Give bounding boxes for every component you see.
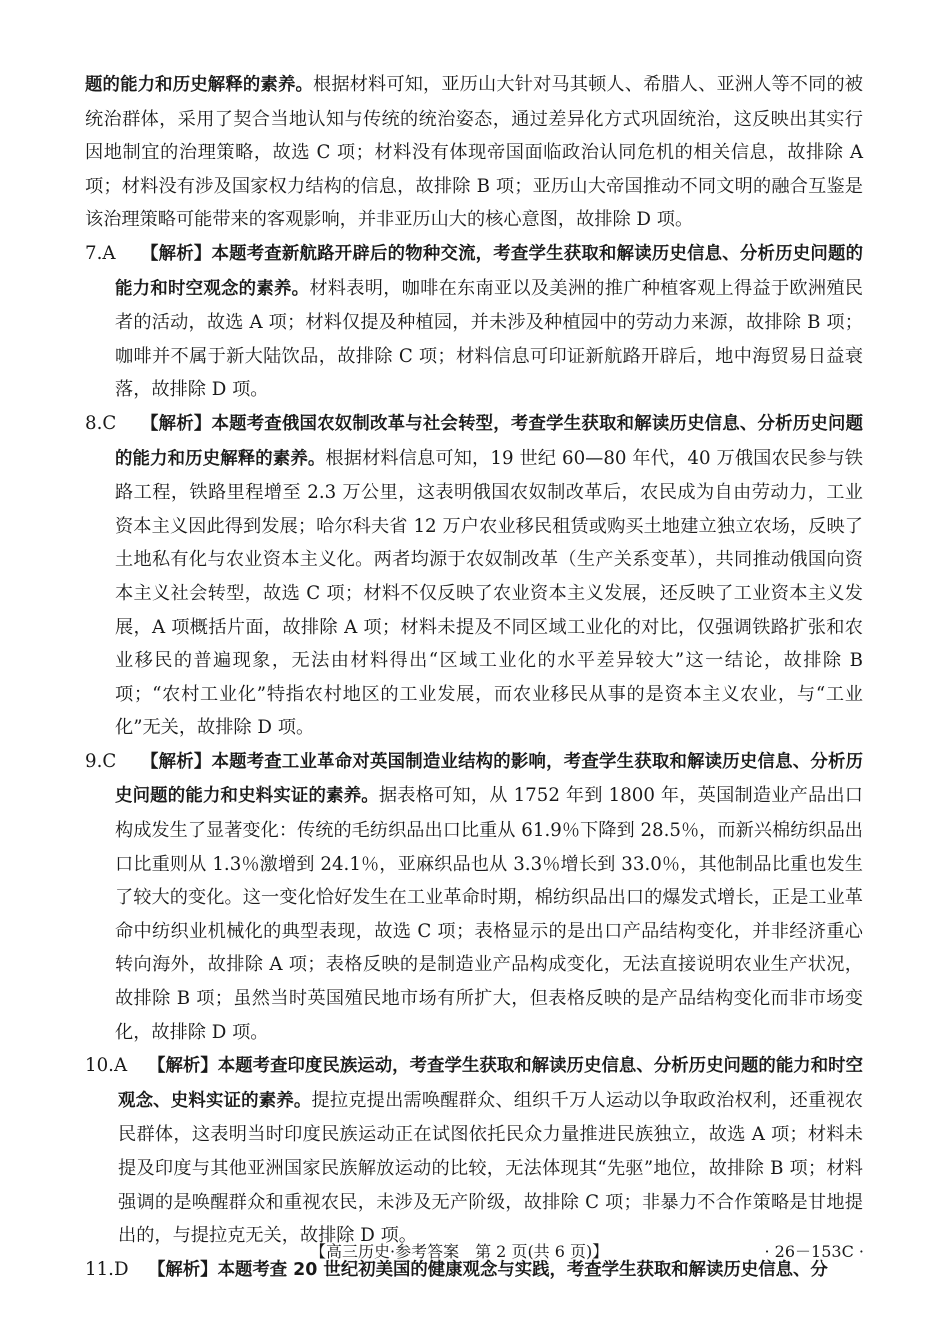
item-answer: A — [113, 1055, 128, 1077]
item-analysis-bold: 【解析】本题考查 20 世纪初美国的健康观念与实践，考查学生获取和解读历史信息、分 — [148, 1259, 828, 1280]
item-number: 11. — [85, 1258, 114, 1280]
item-analysis-bold: 【解析】本题考查工业革命对英国制造业结构的影响，考查学生获取和解读历史信息、分析历史问题的能力和史料实证的素养。 — [115, 751, 863, 807]
continuation-bold: 题的能力和历史解释的素养。 — [85, 75, 314, 95]
item-analysis-text: 根据材料信息可知，19 世纪 60—80 年代，40 万俄国农民参与铁路工程，铁路里程增至 2.3 万公里，这表明俄国农奴制改革后，农民成为自由劳动力，工业资本主义因此得到发展；哈尔科夫省 12 万户农业移民租赁或购买土地建立独立农场，反映了土地私有化与农业资本主义化。两者均源于农奴制改革（生产关系变革），共同推动俄国向资本主义社会转型，故选 C 项；材料不仅反映了农业资本主义发展，还反映了工业资本主义发展，A 项概括片面，故排除 A 项；材料未提及不同区域工业化的对比，仅强调铁路扩张和农业移民的普遍现象，无法由材料得出“区域工业化的水平差异较大”这一结论，故排除 B 项；“农村工业化”特指农村地区的工业发展，而农业移民从事的是资本主义农业，与“工业化”无关，故排除 D 项。 — [115, 447, 863, 739]
item-analysis-bold: 【解析】本题考查新航路开辟后的物种交流，考查学生获取和解读历史信息、分析历史问题的能力和时空观念的素养。 — [115, 243, 863, 299]
item-number: 10. — [85, 1055, 114, 1077]
answer-item-8 — [85, 407, 863, 745]
answer-item-7 — [85, 237, 863, 407]
item-answer: D — [113, 1258, 129, 1280]
item-analysis-bold: 【解析】本题考查俄国农奴制改革与社会转型，考查学生获取和解读历史信息、分析历史问题的能力和历史解释的素养。 — [115, 413, 863, 469]
item-number: 7. — [85, 242, 103, 264]
continuation-paragraph — [85, 68, 863, 237]
item-number: 9. — [85, 750, 103, 772]
item-answer: C — [102, 750, 117, 772]
answer-item-10 — [85, 1049, 863, 1253]
item-analysis-bold: 【解析】本题考查印度民族运动，考查学生获取和解读历史信息、分析历史问题的能力和时空观念、史料实证的素养。 — [118, 1056, 863, 1111]
item-analysis-text: 据表格可知，从 1752 年到 1800 年，英国制造业产品出口构成发生了显著变化：传统的毛纺织品出口比重从 61.9％下降到 28.5％，而新兴棉纺织品出口比重则从 1.3％激增到 24.1％，亚麻织品也从 3.3％增长到 33.0％，其他制品比重也发生了较大的变化。这一变化恰好发生在工业革命时期，棉纺织品出口的爆发式增长，正是工业革命中纺织业机械化的典型表现，故选 C 项；表格显示的是出口产品结构变化，并非经济重心转向海外，故排除 A 项；表格反映的是制造业产品构成变化，无法直接说明农业生产状况，故排除 B 项；虽然当时英国殖民地市场有所扩大，但表格反映的是产品结构变化而非市场变化，故排除 D 项。 — [115, 785, 863, 1043]
footer-page-info: 【高三历史·参考答案 第 2 页(共 6 页)】 — [310, 1242, 609, 1261]
answer-item-9 — [85, 745, 863, 1049]
item-number: 8. — [85, 412, 103, 434]
item-analysis-text: 材料表明，咖啡在东南亚以及美洲的推广种植客观上得益于欧洲殖民者的活动，故选 A 项；材料仅提及种植园，并未涉及种植园中的劳动力来源，故排除 B 项；咖啡并不属于新大陆饮品，故排除 C 项；材料信息可印证新航路开辟后，地中海贸易日益衰落，故排除 D 项。 — [115, 277, 863, 401]
item-analysis-text: 提拉克提出需唤醒群众、组织千万人运动以争取政治权利，还重视农民群体，这表明当时印度民族运动正在试图依托民众力量推进民族独立，故选 A 项；材料未提及印度与其他亚洲国家民族解放运动的比较，无法体现其“先驱”地位，故排除 B 项；材料强调的是唤醒群众和重视农民，未涉及无产阶级，故排除 C 项；非暴力不合作策略是甘地提出的，与提拉克无关，故排除 D 项。 — [118, 1089, 863, 1247]
answer-content — [85, 68, 863, 1287]
item-answer: C — [102, 412, 117, 434]
continuation-text: 根据材料可知，亚历山大针对马其顿人、希腊人、亚洲人等不同的被统治群体，采用了契合当地认知与传统的统治姿态，通过差异化方式巩固统治，这反映出其实行因地制宜的治理策略，故选 C 项；材料没有体现帝国面临政治认同危机的相关信息，故排除 A 项；材料没有涉及国家权力结构的信息，故排除 B 项；亚历山大帝国推动不同文明的融合互鉴是该治理策略可能带来的客观影响，并非亚历山大的核心意图，故排除 D 项。 — [85, 74, 863, 231]
page-footer — [0, 1240, 950, 1264]
footer-code: · 26－153C · — [764, 1242, 864, 1261]
item-answer: A — [102, 242, 116, 264]
